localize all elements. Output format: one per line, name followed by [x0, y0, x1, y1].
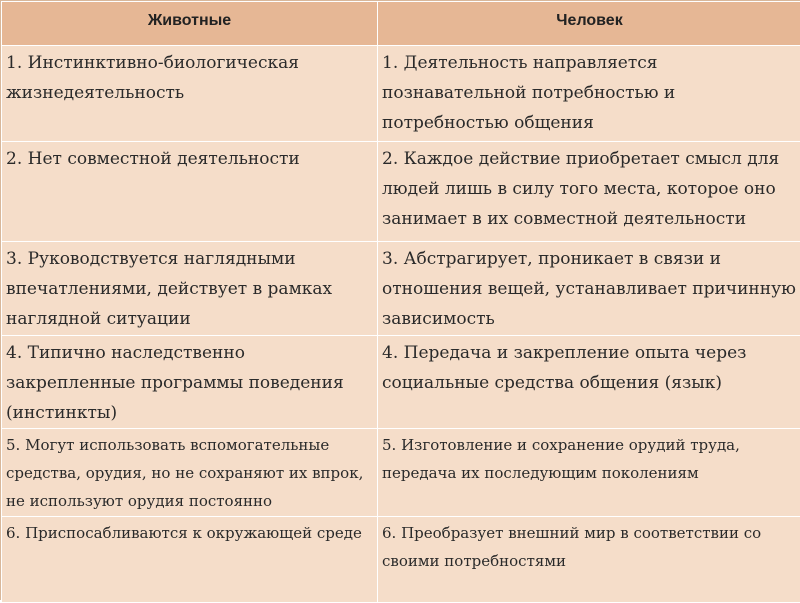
table-row — [2, 142, 800, 242]
header-human: Человек — [378, 2, 800, 46]
cell-animals: 5. Могут использовать вспомогательные средства, орудия, но не сохраняют их впрок, не используют орудия постоянно — [2, 429, 378, 517]
comparison-table — [1, 1, 800, 603]
table-row — [2, 429, 800, 517]
table-row — [2, 46, 800, 142]
cell-animals: 2. Нет совместной деятельности — [2, 142, 378, 242]
cell-human: 2. Каждое действие приобретает смысл для людей лишь в силу того места, которое оно занимает в их совместной деятельности — [378, 142, 800, 242]
cell-animals: 1. Инстинктивно-биологическая жизнедеятельность — [2, 46, 378, 142]
table-header-row — [2, 2, 800, 46]
cell-human: 3. Абстрагирует, проникает в связи и отношения вещей, устанавливает причинную зависимость — [378, 242, 800, 336]
cell-animals: 3. Руководствуется наглядными впечатлениями, действует в рамках наглядной ситуации — [2, 242, 378, 336]
cell-human: 5. Изготовление и сохранение орудий труда, передача их последующим поколениям — [378, 429, 800, 517]
cell-animals: 4. Типично наследственно закрепленные программы поведения (инстинкты) — [2, 336, 378, 429]
cell-animals: 6. Приспосабливаются к окружающей среде — [2, 517, 378, 603]
cell-human: 6. Преобразует внешний мир в соответствии со своими потребностями — [378, 517, 800, 603]
table-row — [2, 517, 800, 603]
cell-human: 1. Деятельность направляется познавательной потребностью и потребностью общения — [378, 46, 800, 142]
cell-human: 4. Передача и закрепление опыта через социальные средства общения (язык) — [378, 336, 800, 429]
header-animals: Животные — [2, 2, 378, 46]
table-row — [2, 336, 800, 429]
table-row — [2, 242, 800, 336]
